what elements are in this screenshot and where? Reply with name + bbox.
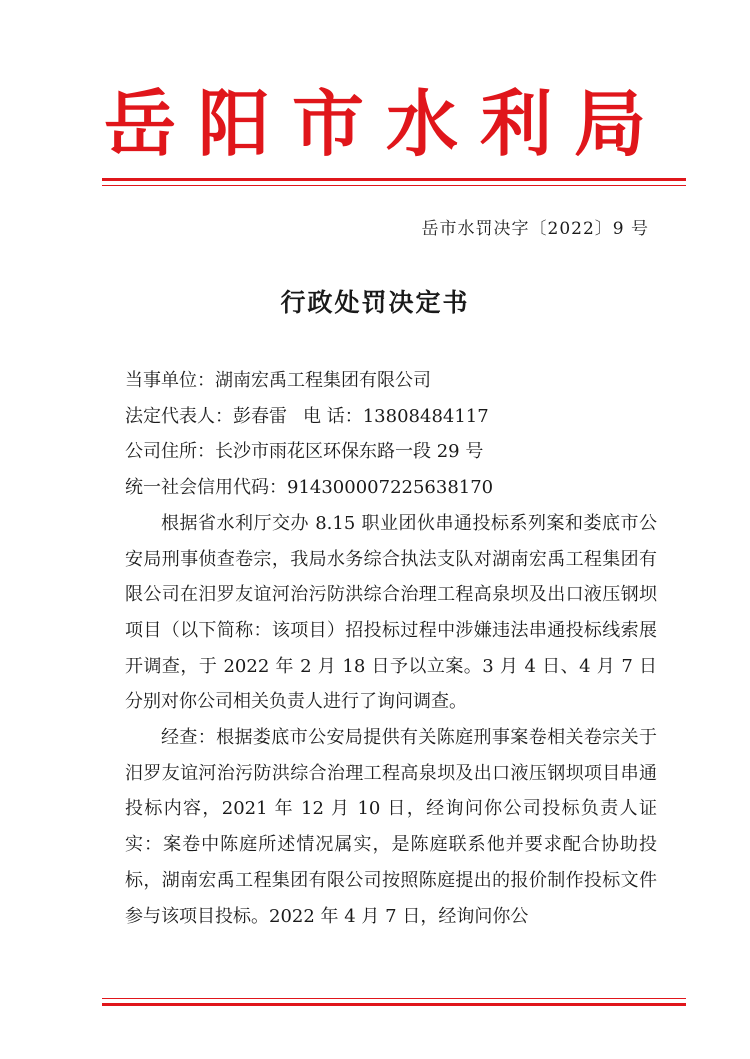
footer-rule-thick <box>102 1003 686 1006</box>
phone-value: 13808484117 <box>362 405 489 427</box>
footer-red-rule <box>102 998 686 1006</box>
credit-code-line <box>125 470 657 506</box>
credit-code-value: 914300007225638170 <box>287 477 494 499</box>
party-unit-line <box>125 363 657 399</box>
paragraph-basis: 根据省水利厅交办 8.15 职业团伙串通投标系列案和娄底市公安局刑事侦查卷宗，我局水务综合执法支队对湖南宏禹工程集团有限公司在汨罗友谊河治污防洪综合治理工程高泉坝及出口液压钢坝项目（以下简称：该项目）招投标过程中涉嫌违法串通投标线索展开调查，于 2022 年 2 月 18 日予以立案。3 月 4 日、4 月 7 日分别对你公司相关负责人进行了询问调查。 <box>125 512 657 713</box>
document-title: 行政处罚决定书 <box>280 288 470 317</box>
paragraph-findings: 经查：根据娄底市公安局提供有关陈庭刑事案卷相关卷宗关于汨罗友谊河治污防洪综合治理工程高泉坝及出口液压钢坝项目串通投标内容，2021 年 12 月 10 日，经询问你公司投标负责人证实：案卷中陈庭所述情况属实，是陈庭联系他并要求配合协助投标，湖南宏禹工程集团有限公司按照陈庭提出的报价制作投标文件参与该项目投标。2022 年 4 月 7 日，经询问你公 <box>125 727 657 927</box>
address-value: 长沙市雨花区环保东路一段 29 号 <box>215 441 484 463</box>
credit-code-label: 统一社会信用代码： <box>125 477 287 499</box>
red-rule-thick <box>102 178 686 181</box>
legal-rep-value: 彭春雷 <box>233 405 287 427</box>
address-line <box>125 434 657 470</box>
party-unit-label: 当事单位： <box>125 370 215 391</box>
legal-rep-label: 法定代表人： <box>125 405 233 427</box>
letterhead-red-rule <box>102 178 686 186</box>
document-number: 岳市水罚决字〔2022〕9 号 <box>421 219 649 239</box>
address-label: 公司住所： <box>125 441 215 463</box>
footer-rule-thin <box>102 998 686 999</box>
document-body <box>125 363 657 934</box>
red-rule-thin <box>102 185 686 186</box>
phone-label: 电 话： <box>303 405 363 427</box>
party-unit-value: 湖南宏禹工程集团有限公司 <box>215 370 431 391</box>
legal-rep-line <box>125 399 657 435</box>
letterhead-title: 岳阳市水利局 <box>103 81 668 166</box>
